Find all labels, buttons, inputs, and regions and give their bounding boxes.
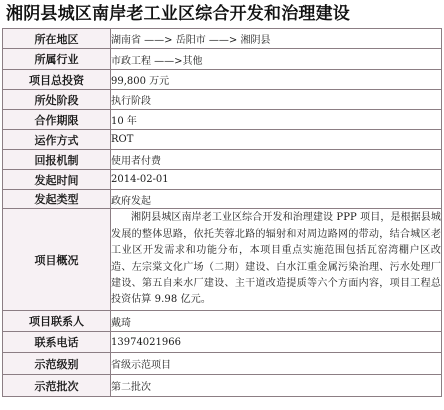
row-label-industry: 所属行业 [3,49,111,70]
table-row [3,311,442,332]
table-row [3,375,442,397]
row-label-initiation-date: 发起时间 [3,170,111,190]
table-row [3,170,442,190]
row-value-demo-level: 省级示范项目 [111,353,442,375]
row-value-initiation-type: 政府发起 [111,190,442,209]
row-value-location: 湖南省 ——> 岳阳市 ——> 湘阴县 [111,29,442,49]
row-label-demo-batch: 示范批次 [3,375,111,397]
row-label-demo-level: 示范级别 [3,353,111,375]
row-value-cooperation-term: 10 年 [111,110,442,130]
table-row [3,110,442,130]
row-label-total-investment: 项目总投资 [3,70,111,90]
table-row [3,353,442,375]
row-label-cooperation-term: 合作期限 [3,110,111,130]
table-row [3,29,442,49]
row-value-stage: 执行阶段 [111,90,442,110]
page-title: 湘阴县城区南岸老工业区综合开发和治理建设 [6,4,350,24]
row-label-initiation-type: 发起类型 [3,190,111,209]
table-row [3,150,442,170]
row-value-overview: 湘阴县城区南岸老工业区综合开发和治理建设 PPP 项目，是根据县城发展的整体思路，依托芙蓉北路的辐射和对周边路网的带动，结合城区老工业区开发需求和功能分布，本项目重点实施范围包括瓦窑湾棚户区改造、左宗棠文化广场（二期）建设、白水江重金属污染治理、污水处理厂建设、第五自来水厂建设、主干道改造提质等六个方面内容，项目工程总投资估算 9.98 亿元。 [111,209,442,311]
row-label-contact-phone: 联系电话 [3,332,111,353]
row-label-return-mechanism: 回报机制 [3,150,111,170]
row-value-demo-batch: 第二批次 [111,375,442,397]
row-label-overview: 项目概况 [3,209,111,311]
table-row [3,70,442,90]
project-info-table [2,28,442,397]
row-value-contact-phone: 13974021966 [111,332,442,353]
table-row [3,49,442,70]
table-row [3,190,442,209]
row-value-operation-mode: ROT [111,130,442,150]
table-row [3,90,442,110]
row-value-contact-person: 戴琦 [111,311,442,332]
row-label-location: 所在地区 [3,29,111,49]
row-value-initiation-date: 2014-02-01 [111,170,442,190]
table-row [3,130,442,150]
row-label-operation-mode: 运作方式 [3,130,111,150]
row-value-return-mechanism: 使用者付费 [111,150,442,170]
row-label-stage: 所处阶段 [3,90,111,110]
table-row [3,209,442,311]
row-value-total-investment: 99,800 万元 [111,70,442,90]
row-value-industry: 市政工程 ——>其他 [111,49,442,70]
row-label-contact-person: 项目联系人 [3,311,111,332]
table-row [3,332,442,353]
